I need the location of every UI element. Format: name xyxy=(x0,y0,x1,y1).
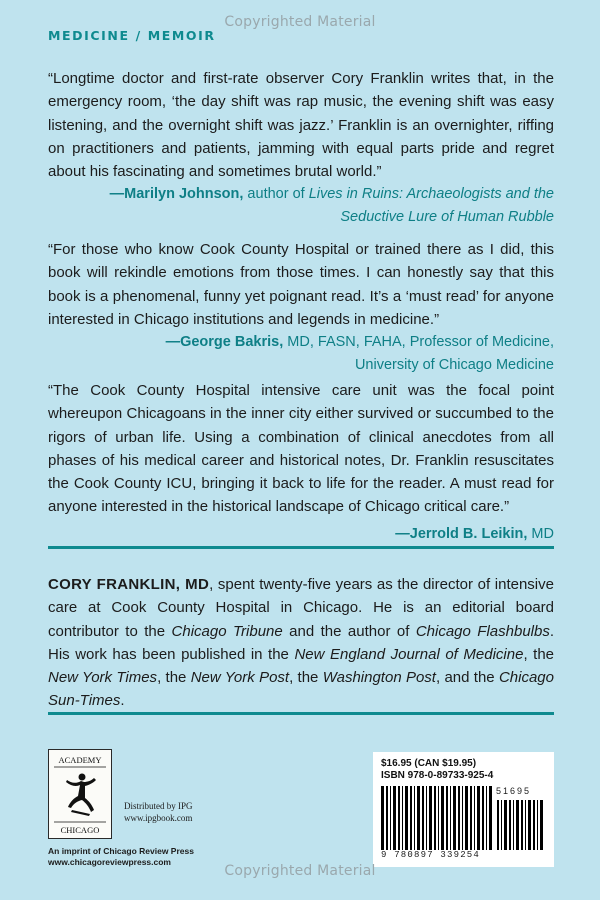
attribution-name: —Marilyn Johnson, xyxy=(109,186,244,203)
distributor-url: www.ipgbook.com xyxy=(124,813,193,823)
attribution-affiliation: University of Chicago Medicine xyxy=(354,357,554,374)
attribution-role: author of xyxy=(243,186,309,203)
watermark-top: Copyrighted Material xyxy=(224,14,376,30)
bio-text: . His work has been published in the xyxy=(48,622,555,663)
author-bio xyxy=(48,573,554,713)
attribution-book-title: Lives in Ruins: Archaeologists and the Seductive Lure of Human Rubble xyxy=(308,186,554,226)
bio-text: , the xyxy=(157,669,191,687)
barcode-panel xyxy=(373,752,554,867)
bio-book-title: Chicago Flashbulbs xyxy=(415,622,550,640)
academy-chicago-logo xyxy=(48,749,112,839)
endorsement-quote xyxy=(48,379,554,546)
publisher-url: www.chicagoreviewpress.com xyxy=(48,857,171,867)
attribution-role: MD xyxy=(527,525,554,542)
category-label: MEDICINE / MEMOIR xyxy=(48,28,216,43)
bio-publication: Chicago Sun-Times xyxy=(48,669,554,710)
bio-publication: New England Journal of Medicine xyxy=(294,645,524,663)
dancer-icon xyxy=(66,774,96,817)
bio-text: , the xyxy=(523,645,555,663)
author-name: CORY FRANKLIN, MD xyxy=(48,576,210,593)
quote-attribution xyxy=(48,183,554,229)
bio-publication: New York Post xyxy=(190,669,290,687)
quote-attribution xyxy=(48,331,554,377)
barcode-addon-digits: 51695 xyxy=(496,786,532,796)
bio-text: , the xyxy=(289,669,323,687)
endorsement-quote xyxy=(48,238,554,377)
bio-text: , and the xyxy=(435,669,499,687)
barcode-digits: 9 780897 339254 xyxy=(381,850,481,860)
quote-text: “For those who know Cook County Hospital or trained there as I did, this book will rekindle emotions from those times. I can honestly say that this book is a phenomenal, funny yet poignant read. It’s a ‘must read’ for anyone interested in Chicago institutions and legends in medicine.” xyxy=(48,241,554,328)
imprint-label: An imprint of Chicago Review Press xyxy=(48,846,194,856)
bio-text: and the author of xyxy=(282,622,416,640)
bio-publication: Washington Post xyxy=(322,669,436,687)
divider xyxy=(48,546,554,549)
distributor-label: Distributed by IPG xyxy=(124,801,193,811)
endorsement-quote xyxy=(48,67,554,229)
quote-text: “Longtime doctor and first-rate observer Cory Franklin writes that, in the emergency room, ‘the day shift was rap music, the evening shift was easy listening, and the overnight shift was jazz.’ Franklin is an overnighter, riffing on practitioners and patients, jamming with equal parts pride and regret about his fascinating and sometimes brutal world.” xyxy=(48,70,554,181)
addon-barcode xyxy=(497,800,545,850)
isbn-label: ISBN 978-0-89733-925-4 xyxy=(381,770,494,781)
divider xyxy=(48,712,554,715)
logo-bottom-text: CHICAGO xyxy=(60,825,100,835)
quote-attribution xyxy=(48,523,554,546)
isbn-barcode xyxy=(381,786,493,850)
attribution-name: —Jerrold B. Leikin, xyxy=(395,525,528,542)
logo-top-text: ACADEMY xyxy=(58,755,102,765)
attribution-name: —George Bakris, xyxy=(165,334,284,351)
bio-publication: Chicago Tribune xyxy=(171,622,283,640)
quote-text: “The Cook County Hospital intensive care unit was the focal point whereupon Chicagoans in the inner city either survived or succumbed to the rigors of urban life. Using a combination of clinical anecdotes from all phases of his medical career and historical notes, Dr. Franklin resuscitates the Cook County ICU, bringing it back to life for the reader. A must read for anyone interested in the historical landscape of Chicago critical care.” xyxy=(48,382,554,516)
bio-text: , spent twenty-five years as the director of intensive care at Cook County Hospital in Chicago. He is an editorial board contributor to the xyxy=(48,576,554,640)
attribution-role: MD, FASN, FAHA, Professor of Medicine, xyxy=(283,334,554,351)
bio-publication: New York Times xyxy=(48,669,158,687)
bio-text: . xyxy=(120,692,125,710)
watermark-bottom: Copyrighted Material xyxy=(224,863,376,879)
distributor-info xyxy=(124,800,193,824)
price-label: $16.95 (CAN $19.95) xyxy=(381,758,477,769)
